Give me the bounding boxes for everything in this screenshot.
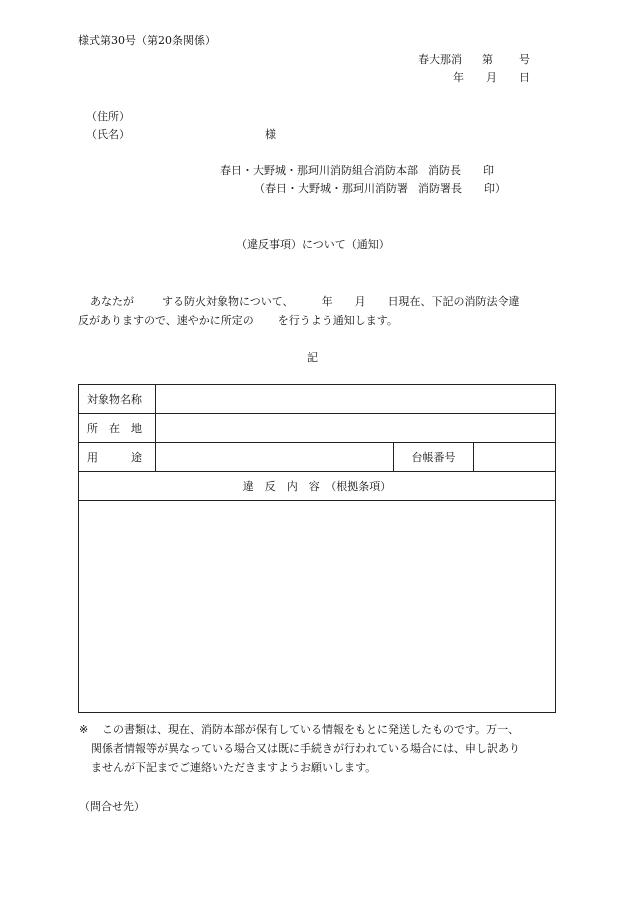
honorific: 様 — [265, 128, 276, 141]
issuer-alt-line — [254, 182, 506, 196]
issuer-alt-org: （春日・大野城・那珂川消防署 — [254, 182, 408, 195]
body-text-1b: する防火対象物について、 — [162, 295, 294, 308]
usage-field[interactable] — [156, 443, 394, 472]
note-line-1: この書類は、現在、消防本部が保有している情報をもとに発送したものです。万一、 — [102, 723, 520, 736]
name-label: （氏名） — [86, 128, 130, 141]
body-line-2 — [78, 314, 398, 328]
violation-form-table — [78, 384, 556, 713]
issuer-org: 春日・大野城・那珂川消防組合消防本部 — [220, 164, 418, 177]
table-row-violation-content — [79, 501, 556, 713]
body-month: 月 — [354, 295, 366, 308]
ref-prefix: 春大那消 — [418, 53, 462, 66]
body-text-1a: あなたが — [90, 295, 134, 308]
body-year: 年 — [321, 295, 333, 308]
note-mark: ※ — [79, 723, 89, 736]
note-line-2: 関係者情報等が異なっている場合又は既に手続きが行われている場合には、申し訳あり — [91, 742, 520, 755]
reference-number — [418, 53, 530, 67]
violation-header: 違 反 内 容 （根拠条項） — [79, 472, 556, 501]
seal-mark: 印 — [483, 164, 494, 177]
violation-content-field[interactable] — [79, 501, 556, 713]
register-number-field[interactable] — [474, 443, 556, 472]
date-month: 月 — [486, 71, 497, 84]
issuer-alt-title: 消防署長 — [418, 182, 462, 195]
object-name-field[interactable] — [156, 385, 556, 414]
register-number-label: 台帳番号 — [394, 443, 474, 472]
issuer-line — [220, 164, 494, 178]
contact-label: （問合せ先） — [79, 800, 145, 813]
table-row-location — [79, 414, 556, 443]
location-field[interactable] — [156, 414, 556, 443]
address-label: （住所） — [86, 110, 130, 123]
table-row-usage — [79, 443, 556, 472]
table-row-object-name — [79, 385, 556, 414]
issuer-chief-title: 消防長 — [428, 164, 461, 177]
form-number: 様式第30号（第20条関係） — [78, 34, 216, 47]
body-text-1c: 日現在、下記の消防法令違 — [387, 295, 520, 308]
usage-label: 用 途 — [79, 443, 156, 472]
issue-date — [453, 71, 530, 85]
note-line-3: ませんが下記までご連絡いただきますようお願いします。 — [91, 761, 377, 774]
object-name-label: 対象物名称 — [79, 385, 156, 414]
date-year: 年 — [453, 71, 464, 84]
ref-go: 号 — [519, 53, 530, 66]
body-line-1 — [90, 295, 520, 309]
ref-dai: 第 — [482, 53, 493, 66]
seal-mark-alt: 印） — [484, 182, 506, 195]
location-label: 所 在 地 — [79, 414, 156, 443]
table-row-violation-header — [79, 472, 556, 501]
date-day: 日 — [519, 71, 530, 84]
ki-heading: 記 — [307, 351, 318, 364]
document-title: （違反事項）について（通知） — [236, 238, 390, 251]
body-text-2a: 反がありますので、速やかに所定の — [78, 314, 254, 327]
body-text-2b: を行うよう通知します。 — [277, 314, 398, 327]
